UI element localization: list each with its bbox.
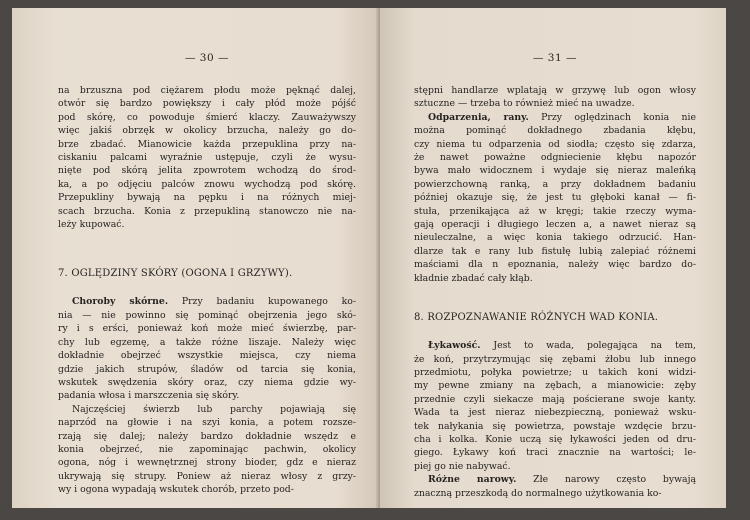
text-line: stępni handlarze wplatają w grzywę lub ogon włosy (414, 85, 696, 96)
paragraph (414, 84, 696, 111)
subheading: Choroby skórne. (72, 296, 169, 308)
text-line: my pewne zmiany na zębach, a mianowicie: zęby (414, 380, 696, 392)
text-line: czy niema tu odparzenia od siodła; często się zdarza, (414, 138, 696, 150)
text-line: dlarze tak e rany lub fistułę lubią zalepiać różnemi (414, 245, 696, 257)
paragraph-first-line: Łykawość. Jest to wada, polegająca na tem, (428, 340, 696, 352)
text-line: sztuczne — trzeba to również mieć na uwadze. (414, 98, 635, 110)
text-line: później okazuje się, że jest tu głęboki kanał — fi- (414, 192, 696, 204)
text-line: wskutek swędzenia skóry oraz, czy niema gdzie wy- (58, 376, 356, 388)
paragraph-first-line: Odparzenia, rany. Przy oględzinach konia nie (428, 111, 696, 123)
text-line: ciskaniu palcami wyraźnie ustępuje, czyli że wysu- (58, 152, 356, 164)
text-line: scach brzucha. Konia z przepukliną stanowczo nie na- (58, 205, 356, 217)
text-line: maściami dla n epoznania, należy więc bardzo do- (414, 259, 696, 271)
text-line: ry i s erści, ponieważ koń może mieć świerzbę, par- (58, 323, 356, 335)
paragraph (58, 309, 356, 403)
text-line: pod skórę, co powoduje śmierć klaczy. Zauważywszy (58, 111, 356, 123)
right-page (380, 8, 726, 508)
text-line: można pominąć dokładnego zbadania kłębu, (414, 125, 696, 137)
text-line: giego. Łykawy koń traci znacznie na wartości; le- (414, 447, 696, 459)
text-line: Najczęściej świerzb lub parchy pojawiają się (72, 403, 356, 415)
text-line: piej go nie nabywać. (414, 460, 511, 472)
text-line: tek nałykania się powietrza, powstaje wzdęcie brzu- (414, 420, 696, 432)
text-line: przednie czyli siekacze mają pościerane swoje kanty. (414, 393, 696, 405)
subheading: Łykawość. (428, 340, 481, 352)
text-line: ogona, nóg i wewnętrznej strony bioder, gdz e nieraz (58, 457, 356, 469)
text-line: przedmiotu, połyka powietrze; u takich koni widzi- (414, 366, 696, 378)
paragraph-first-line: Różne narowy. Złe narowy często bywają (428, 474, 696, 486)
text-line: gają operacji i długiego leczen a, a nawet nieraz są (414, 219, 696, 231)
text-line: rzają się dalej; należy bardzo dokładnie wszędz e (58, 430, 356, 442)
text-line: na brzuszna pod ciężarem płodu może pęknąć dalej, (58, 85, 356, 96)
text-line: ukrywają się strupy. Poniew aż nieraz włosy z grzy- (58, 470, 356, 482)
section-heading: 8. ROZPOZNAWANIE RÓŻNYCH WAD KONIA. (414, 312, 659, 324)
text-line: stuła, przenikająca aż w kręgi; takie rzeczy wyma- (414, 205, 696, 217)
text-line: znaczną przeszkodą do normalnego użytkowania ko- (414, 487, 662, 499)
text-line: ka, a po odjęciu palców znowu wychodzą pod skórę. (58, 178, 356, 190)
text-line: Przepukliny bywają na pępku i na różnych miej- (58, 192, 356, 204)
subheading: Odparzenia, rany. (428, 111, 529, 123)
paragraph (414, 124, 696, 285)
text-line: Wada ta jest nieraz niebezpieczną, ponieważ wsku- (414, 407, 696, 419)
text-line: naprzód na głowie i na szyi konia, a potem rozsze- (58, 417, 356, 429)
text-line: nieuleczalne, a więc konia takiego odrzucić. Han- (414, 232, 696, 244)
paragraph-first-line: Choroby skórne. Przy badaniu kupowanego ko- (72, 296, 356, 308)
paragraph (58, 84, 356, 231)
paragraph (414, 353, 696, 474)
text-line: brze zbadać. Mianowicie każda przepuklina przy na- (58, 138, 356, 150)
text-line: kładnie zbadać cały kłąb. (414, 272, 533, 284)
paragraph (58, 403, 356, 497)
left-page (12, 8, 380, 508)
text-line: więc jakiś obrzęk w okolicy brzucha, należy go do- (58, 125, 356, 137)
text-line: gdzie jakich strupów, śladów od tarcia się konia, (58, 363, 356, 375)
text-line: cha i kolka. Konie uczą się łykawości jeden od dru- (414, 433, 696, 445)
text-line: że koń, przytrzymując się zębami żłobu lub innego (414, 353, 696, 365)
text-line: otwór się bardzo powiększy i cały płód może pójść (58, 98, 356, 110)
paragraph (414, 487, 696, 500)
text-line: nięte pod skórą jelita zpowrotem wchodzą do środ- (58, 165, 356, 177)
subheading: Różne narowy. (428, 474, 517, 486)
text-line: wy i ogona wypadają wskutek chorób, przeto pod- (58, 484, 294, 496)
text-line: powierzchowną ranką, a przy dokładnem badaniu (414, 178, 696, 190)
text-line: że nawet poważne odgniecienie kłębu napozór (414, 152, 696, 164)
page-number: — 31 — (532, 52, 578, 64)
text-line: nia — nie powinno się pominąć obejrzenia jego skó- (58, 309, 356, 321)
text-line: konia obejrzeć, nie zapominając pachwin, okolicy (58, 443, 356, 455)
text-line: padania włosa i marszczenia się skóry. (58, 390, 240, 402)
page-number: — 30 — (184, 52, 230, 64)
text-line: bywa mało widocznem i wydaje się nieraz maleńką (414, 165, 696, 177)
text-line: dokładnie obejrzeć wszystkie miejsca, czy niema (58, 350, 356, 362)
text-line: leży kupować. (58, 219, 125, 231)
text-line: chy lub egzemę, a także różne liszaje. Należy więc (58, 336, 356, 348)
section-heading: 7. OGLĘDZINY SKÓRY (OGONA I GRZYWY). (58, 268, 293, 280)
